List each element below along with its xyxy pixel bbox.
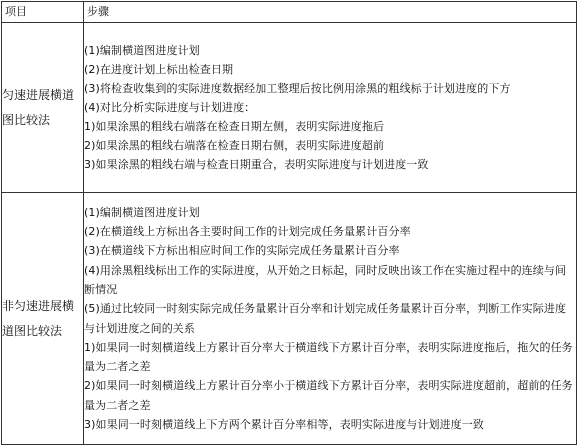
step-text: (3)将检查收集到的实际进度数据经加工整理后按比例用涂黑的粗线标于计划进度的下方: [84, 82, 511, 95]
method-name-cell: [2, 193, 84, 445]
steps-cell: [84, 23, 577, 193]
method-name-line: 图比较法: [2, 112, 51, 127]
comparison-method-table: [1, 1, 577, 445]
method-name-line: 匀速进展横道: [2, 87, 75, 102]
step-text: 3)如果涂黑的粗线右端与检查日期重合，表明实际进度与计划进度一致: [84, 158, 429, 171]
method-name-line: 道图比较法: [2, 323, 63, 338]
table-header-row: [2, 2, 577, 23]
step-text: 3)如果同一时刻横道线上下方两个累计百分率相等，表明实际进度与计划进度一致: [84, 417, 484, 431]
step-text: 2)如果同一时刻横道线上方累计百分率小于横道线下方累计百分率，表明实际进度超前，超前的任务量为二者之差: [84, 379, 573, 412]
step-text: 1)如果同一时刻横道线上方累计百分率大于横道线下方累计百分率，表明实际进度拖后，拖欠的任务量为二者之差: [84, 340, 573, 374]
step-text: (2)在进度计划上标出检查日期: [84, 63, 234, 76]
step-text: (4)用涂黑粗线标出工作的实际进度，从开始之日标起，同时反映出该工作在实施过程中的连续与间断情况: [84, 263, 567, 296]
header-steps: 步骤: [84, 2, 577, 23]
step-text: (2)在横道线上方标出各主要时间工作的计划完成任务量累计百分率: [84, 225, 411, 239]
step-text: 2)如果涂黑的粗线右端落在检查日期右侧，表明实际进度超前: [84, 139, 385, 152]
step-text: 1)如果涂黑的粗线右端落在检查日期左侧，表明实际进度拖后: [84, 120, 385, 133]
steps-cell: [84, 193, 577, 445]
step-text: (3)在横道线下方标出相应时间工作的实际完成任务量累计百分率: [84, 244, 400, 258]
step-text: (4)对比分析实际进度与计划进度：: [84, 101, 256, 114]
table-row: [2, 23, 577, 193]
step-text: (5)通过比较同一时刻实际完成任务量累计百分率和计划完成任务量累计百分率，判断工作实际进度与计划进度之间的关系: [84, 302, 567, 335]
table-row: [2, 193, 577, 445]
header-item: 项目: [2, 2, 84, 23]
step-text: (1)编制横道图进度计划: [84, 205, 200, 219]
step-text: (1)编制横道图进度计划: [84, 44, 200, 57]
method-name-line: 非匀速进展横: [2, 298, 75, 313]
method-name-cell: [2, 23, 84, 193]
